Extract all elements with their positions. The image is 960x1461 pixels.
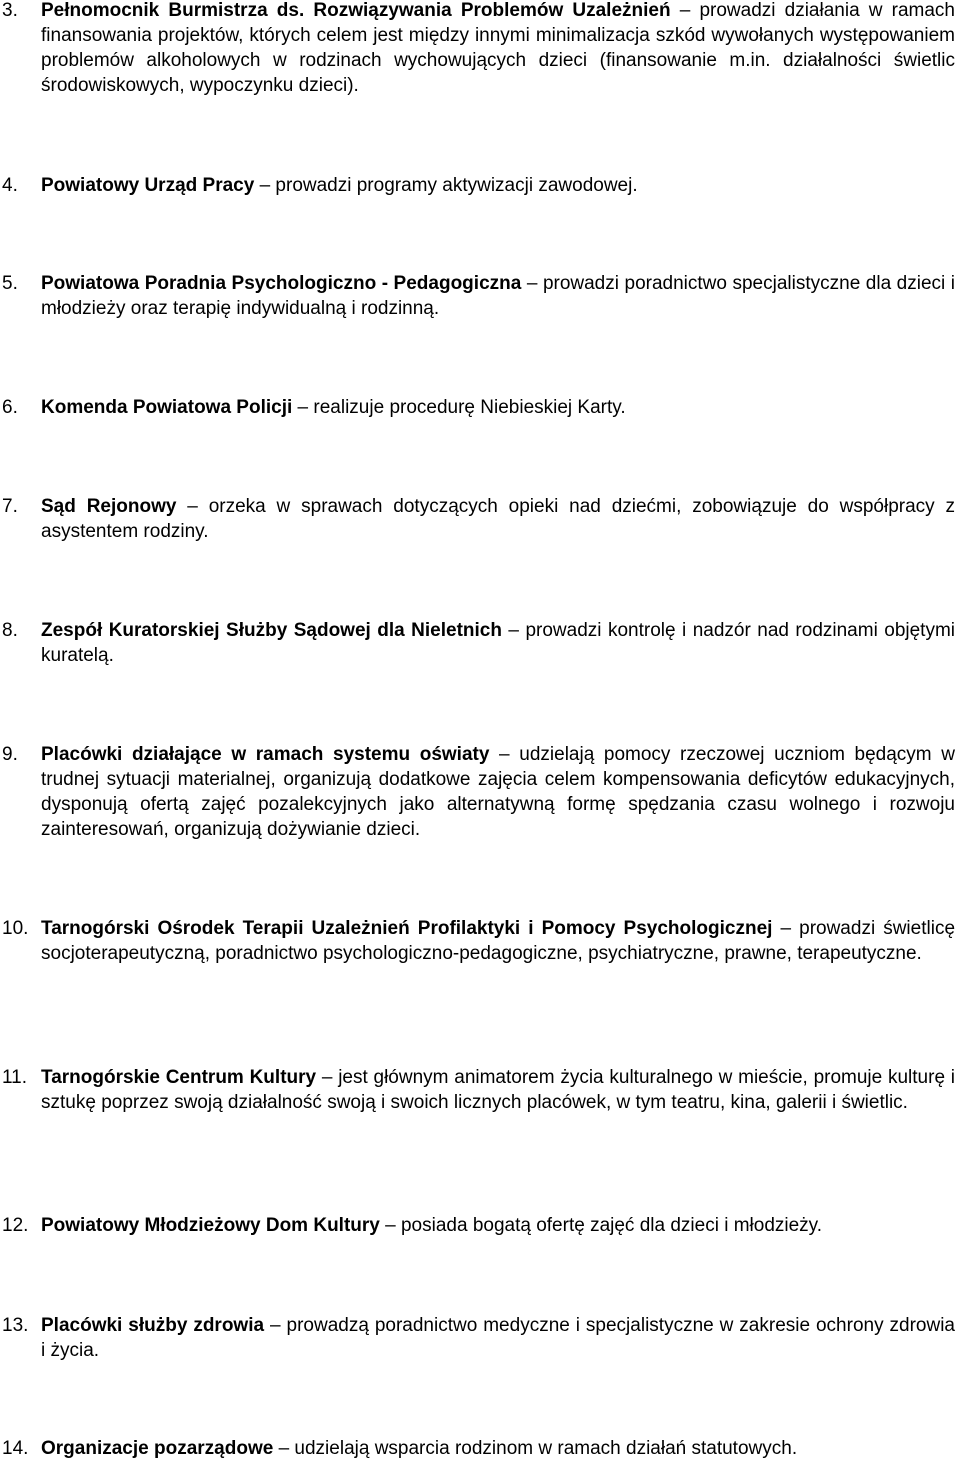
item-text [41,395,955,420]
item-description: posiada bogatą ofertę zajęć dla dzieci i młodzieży. [400,1215,823,1236]
list-item [0,916,955,966]
list-item [0,271,955,321]
item-number: 10. [2,918,29,939]
list-item [0,395,955,420]
institution-name: Powiatowa Poradnia Psychologiczno - Pedagogiczna [41,273,522,294]
institution-name: Tarnogórski Ośrodek Terapii Uzależnień Profilaktyki i Pomocy Psychologicznej [41,918,773,939]
institution-name: Placówki służby zdrowia [41,1315,265,1336]
item-description: prowadzi świetlicę socjoterapeutyczną, poradnictwo psychologiczno-pedagogiczne, psychiatryczne, prawne, terapeutyczne. [41,918,956,964]
item-description: prowadzi kontrolę i nadzór nad rodzinami objętymi kuratelą. [41,620,955,666]
item-description: prowadzi działania w ramach finansowania projektów, których celem jest między innymi minimalizacja szkód wywołanych występowaniem problemów alkoholowych w rodzinach wychowujących dzieci (finansowanie m.in. działalności świetlic środowiskowych, wypoczynku dzieci). [41,0,955,96]
item-description: prowadzi programy aktywizacji zawodowej. [275,175,638,196]
institution-name: Powiatowy Młodzieżowy Dom Kultury [41,1215,380,1236]
item-number: 3. [2,0,18,21]
item-number: 14. [2,1438,29,1459]
dash: – [379,1215,401,1236]
institution-name: Placówki działające w ramach systemu oświaty [41,744,490,765]
dash: – [489,744,520,765]
item-description: udzielają wsparcia rodzinom w ramach działań statutowych. [294,1438,798,1459]
item-description: jest głównym animatorem życia kulturalnego w mieście, promuje kulturę i sztukę poprzez swoją działalność swoją i swoich licznych placówek, w tym teatru, kina, galerii i świetlic. [41,1067,955,1113]
item-number: 11. [2,1067,28,1088]
dash: – [264,1315,287,1336]
dash: – [772,918,800,939]
list-item [0,173,955,198]
dash: – [501,620,526,641]
item-text [41,742,955,842]
institution-name: Organizacje pozarządowe [41,1438,274,1459]
item-description: prowadzi poradnictwo specjalistyczne dla dzieci i młodzieży oraz terapię indywidualną i rodzinną. [41,273,955,319]
institution-name: Zespół Kuratorskiej Służby Sądowej dla Nieletnich [41,620,502,641]
item-text [41,494,955,544]
dash: – [292,397,314,418]
item-text [41,271,955,321]
item-description: udzielają pomocy rzeczowej uczniom będącym w trudnej sytuacji materialnej, organizują dodatkowe zajęcia celem kompensowania deficytów edukacyjnych, dysponują ofertą zajęć pozalekcyjnych jako alternatywną formę spędzania czasu wolnego i rozwoju zainteresowań, organizują dożywianie dzieci. [41,744,955,840]
item-number: 9. [2,744,18,765]
list-item [0,0,955,98]
item-number: 6. [2,397,18,418]
item-number: 5. [2,273,18,294]
dash: – [254,175,276,196]
item-text [41,0,955,98]
item-text [41,173,955,198]
dash: – [316,1067,339,1088]
dash: – [273,1438,295,1459]
item-number: 7. [2,496,18,517]
list-item [0,1436,955,1461]
dash: – [670,0,700,21]
item-description: realizuje procedurę Niebieskiej Karty. [313,397,626,418]
list-item [0,1313,955,1363]
institution-name: Pełnomocnik Burmistrza ds. Rozwiązywania Problemów Uzależnień [41,0,671,21]
institution-name: Tarnogórskie Centrum Kultury [41,1067,317,1088]
item-number: 13. [2,1315,29,1336]
item-text [41,1436,955,1461]
list-item [0,1213,955,1238]
list-item [0,1065,955,1115]
item-number: 12. [2,1215,29,1236]
item-text [41,1213,955,1238]
item-number: 8. [2,620,18,641]
item-text [41,1313,955,1363]
item-text [41,1065,955,1115]
list-item [0,742,955,842]
item-description: orzeka w sprawach dotyczących opieki nad dziećmi, zobowiązuje do współpracy z asystentem rodziny. [41,496,955,542]
institution-name: Powiatowy Urząd Pracy [41,175,255,196]
item-text [41,916,955,966]
item-text [41,618,955,668]
list-item [0,494,955,544]
item-description: prowadzą poradnictwo medyczne i specjalistyczne w zakresie ochrony zdrowia i życia. [41,1315,955,1361]
list-item [0,618,955,668]
institution-name: Sąd Rejonowy [41,496,177,517]
institution-name: Komenda Powiatowa Policji [41,397,293,418]
dash: – [176,496,209,517]
dash: – [521,273,543,294]
item-number: 4. [2,175,18,196]
